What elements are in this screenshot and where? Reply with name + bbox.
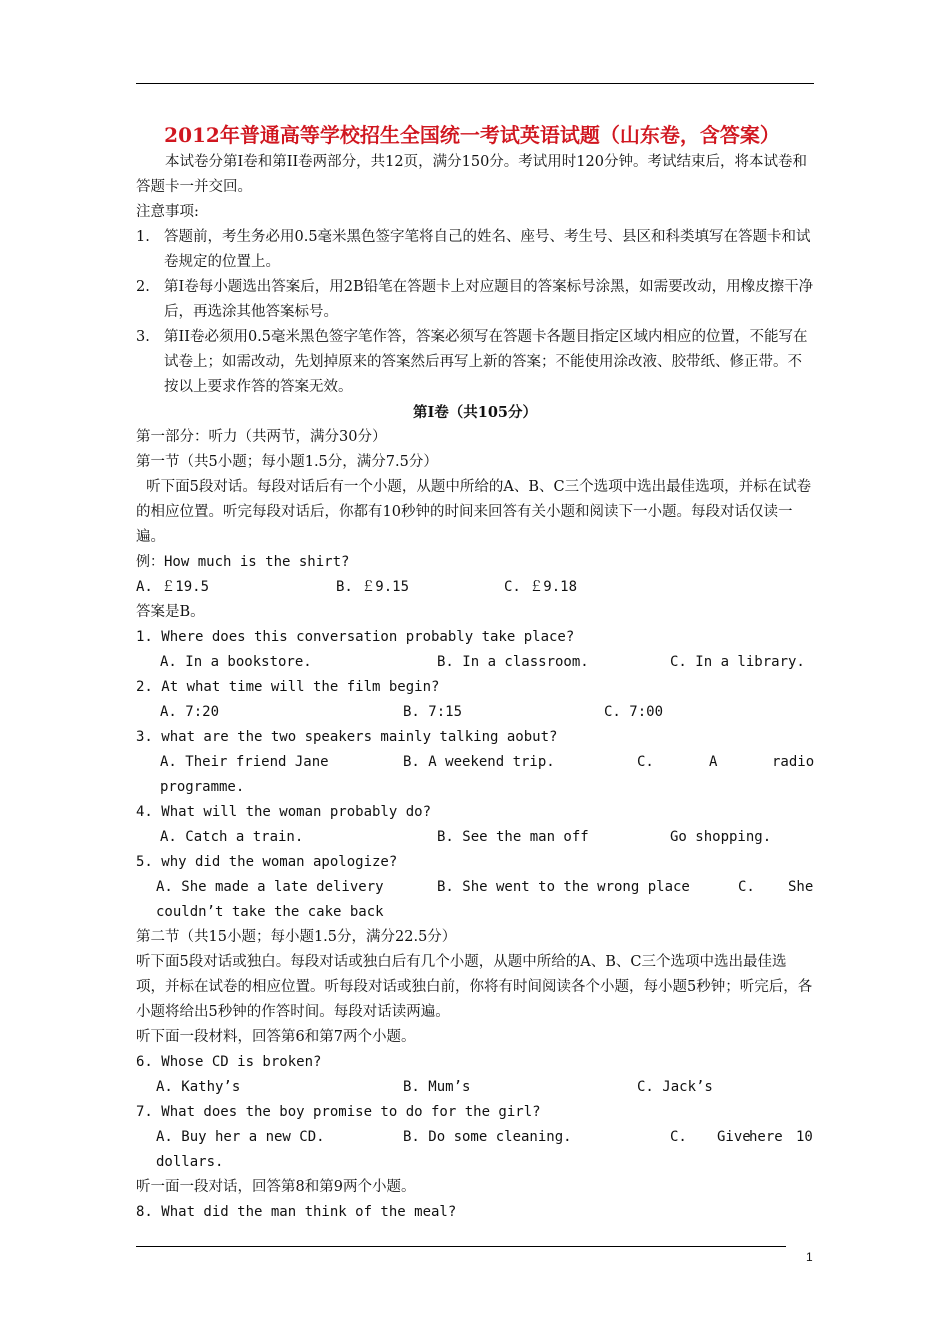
section-instructions: 听下面5段对话或独白。每段对话或独白后有几个小题，从题中所给的A、B、C三个选项中选出最佳选项，并标在试卷的相应位置。听每段对话或独白前，你将有时间阅读各个小题，每小题5秒钟；听完后，各小题将给出5秒钟的作答时间。每段对话读两遍。: [136, 954, 813, 1020]
question-1: 1. Where does this conversation probably take place?: [136, 629, 575, 645]
question-5-options-cont: couldn’t take the cake back: [156, 904, 384, 920]
part-heading: 第一部分：听力（共两节，满分30分）: [136, 429, 387, 445]
question-7-options: A. Buy her a new CD. B. Do some cleaning. C. Give here 10: [156, 1129, 813, 1145]
example-question: 例：How much is the shirt?: [136, 554, 350, 570]
note-item: 3. 第II卷必须用0.5毫米黑色签字笔作答，答案必须写在答题卡各题目指定区域内相应的位置，不能写在试卷上；如需改动，先划掉原来的答案然后再写上新的答案；不能使用涂改液、胶带纸、修正带。不按以上要求作答的答案无效。: [136, 329, 808, 395]
question-2-options: A. 7:20 B. 7:15 C. 7:00: [160, 704, 664, 720]
question-3-options-cont: programme.: [160, 779, 245, 795]
question-7-options-cont: dollars.: [156, 1154, 224, 1170]
listening-instruction: 听一面一段对话，回答第8和第9两个小题。: [136, 1179, 416, 1195]
question-8: 8. What did the man think of the meal?: [136, 1204, 457, 1220]
example-options: A. ￡19.5 B. ￡9.15 C. ￡9.18: [136, 579, 578, 595]
example-answer: 答案是B。: [136, 604, 205, 620]
question-1-options: A. In a bookstore. B. In a classroom. C. In a library.: [160, 654, 805, 670]
question-6: 6. Whose CD is broken?: [136, 1054, 322, 1070]
listening-instruction: 听下面一段材料，回答第6和第7两个小题。: [136, 1029, 416, 1045]
section-heading: 第一节（共5小题；每小题1.5分，满分7.5分）: [136, 454, 438, 470]
document-body: [136, 120, 814, 1225]
question-4-options: A. Catch a train. B. See the man off Go shopping.: [160, 829, 772, 845]
question-5-options: A. She made a late delivery B. She went to the wrong place C. She: [156, 879, 814, 895]
note-item: 1. 答题前，考生务必用0.5毫米黑色签字笔将自己的姓名、座号、考生号、县区和科类填写在答题卡和试卷规定的位置上。: [136, 229, 811, 270]
footer-rule: [136, 1246, 786, 1247]
question-3: 3. what are the two speakers mainly talking aobut?: [136, 729, 558, 745]
question-6-options: A. Kathy’s B. Mum’s C. Jack’s: [156, 1079, 713, 1095]
question-5: 5. why did the woman apologize?: [136, 854, 398, 870]
volume-heading: 第I卷（共105分）: [412, 404, 538, 421]
section-heading: 第二节（共15小题；每小题1.5分，满分22.5分）: [136, 929, 457, 945]
question-7: 7. What does the boy promise to do for the girl?: [136, 1104, 541, 1120]
intro-paragraph: 本试卷分第I卷和第II卷两部分，共12页，满分150分。考试用时120分钟。考试结束后，将本试卷和答题卡一并交回。: [136, 154, 807, 195]
question-3-options: A. Their friend Jane B. A weekend trip. C. A radio: [160, 754, 815, 770]
note-item: 2. 第I卷每小题选出答案后，用2B铅笔在答题卡上对应题目的答案标号涂黑，如需要改动，用橡皮擦干净后，再选涂其他答案标号。: [136, 279, 814, 320]
question-2: 2. At what time will the film begin?: [136, 679, 440, 695]
question-4: 4. What will the woman probably do?: [136, 804, 432, 820]
page-title: 2012年普通高等学校招生全国统一考试英语试题（山东卷，含答案）: [164, 123, 780, 147]
notes-label: 注意事项:: [136, 204, 199, 220]
header-rule: [136, 83, 814, 84]
page-number: 1: [806, 1250, 813, 1264]
section-instructions: 听下面5段对话。每段对话后有一个小题，从题中所给的A、B、C三个选项中选出最佳选项，并标在试卷的相应位置。听完每段对话后，你都有10秒钟的时间来回答有关小题和阅读下一小题。每段对话仅读一遍。: [136, 479, 812, 545]
